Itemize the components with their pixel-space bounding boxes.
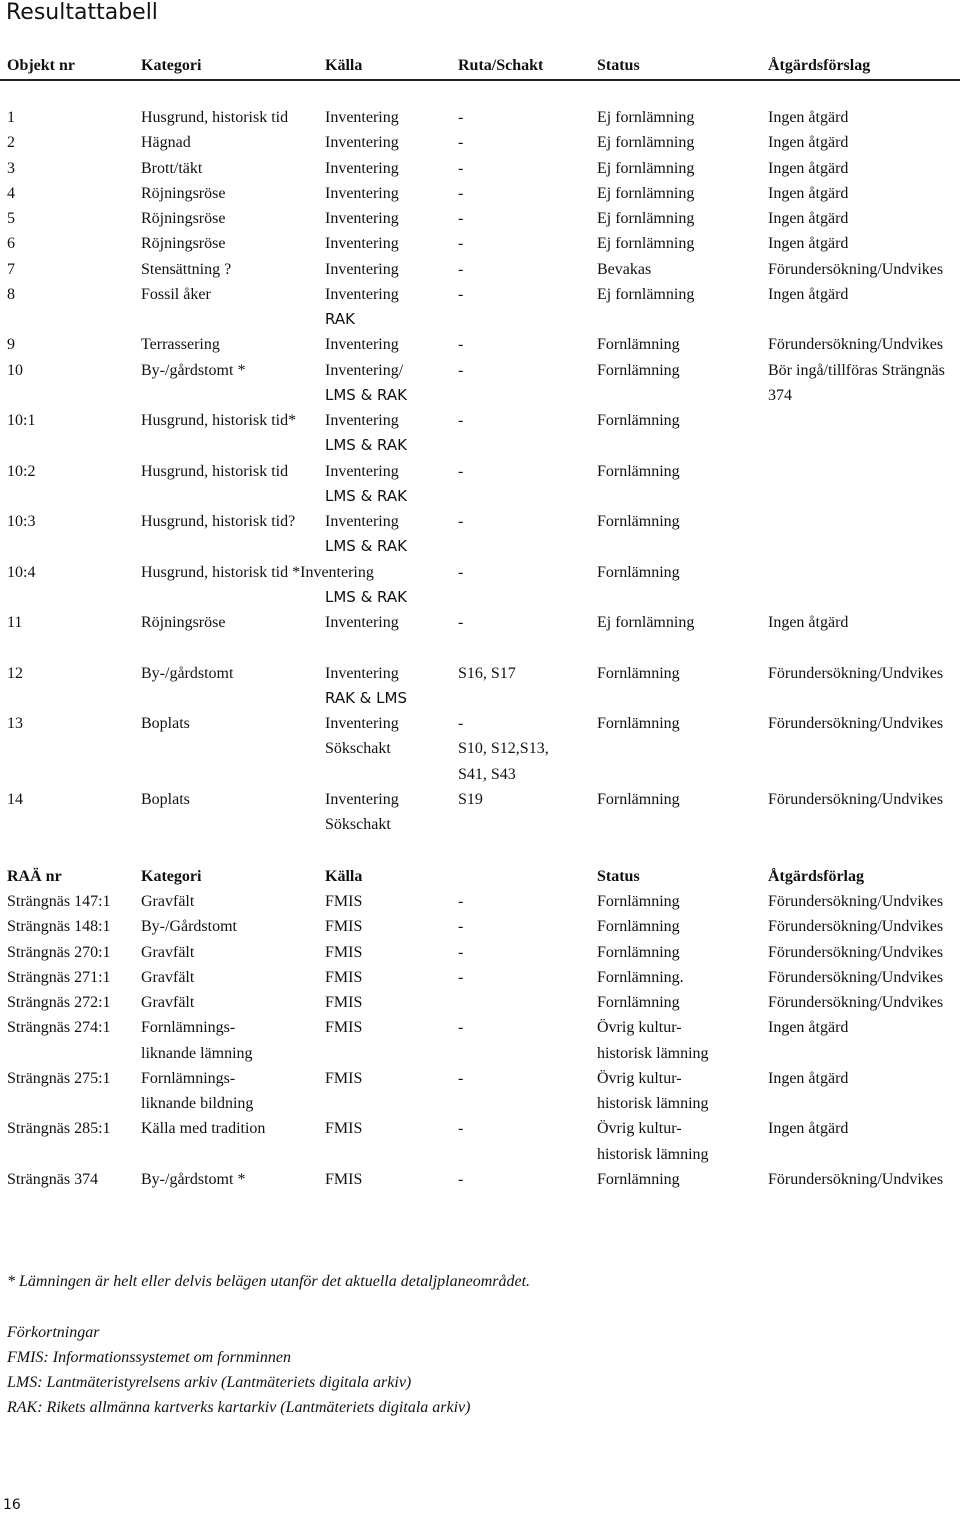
cell-id: 10:3	[7, 513, 36, 530]
cell-status: Bevakas	[597, 260, 652, 278]
footnote: * Lämningen är helt eller delvis belägen utanför det aktuella detaljplaneområdet.	[7, 1273, 531, 1290]
cell-status: Ej fornlämning	[597, 614, 695, 631]
cell-atgard: 374	[768, 386, 792, 404]
cell-atgard: Ingen åtgärd	[768, 184, 849, 202]
cell-kalla: FMIS	[325, 918, 363, 936]
cell-id: Strängnäs 271:1	[7, 968, 111, 986]
cell-ruta: -	[458, 134, 464, 152]
cell-ruta: -	[458, 918, 464, 936]
cell-kalla: FMIS	[325, 1069, 363, 1087]
cell-ruta: -	[458, 336, 464, 354]
table-row	[0, 534, 960, 559]
cell-ruta: -	[458, 159, 464, 177]
cell-id: Strängnäs 274:1	[7, 1019, 111, 1037]
cell-id: 14	[7, 790, 23, 808]
cell-kategori: Gravfält	[141, 968, 195, 986]
cell-kalla: Inventering	[325, 790, 399, 808]
cell-kalla: Inventering	[325, 614, 399, 631]
cell-kalla: Inventering	[325, 462, 399, 480]
cell-kalla: Inventering	[325, 285, 399, 303]
cell-status: historisk lämning	[597, 1044, 709, 1062]
cell-status: Fornlämning	[597, 790, 680, 808]
cell-kategori: Fossil åker	[141, 285, 211, 303]
table-row	[0, 787, 960, 812]
cell-status: Fornlämning	[597, 336, 680, 354]
cell-kalla: Inventering	[325, 664, 399, 682]
header-status: Status	[597, 57, 640, 74]
table-row	[0, 282, 960, 307]
cell-ruta: S10, S12,S13,	[458, 740, 549, 758]
cell-kategori: Husgrund, historisk tid *Inventering	[141, 563, 374, 581]
table-row	[0, 762, 960, 787]
cell-kalla: FMIS	[325, 1170, 363, 1188]
table1-header	[0, 53, 960, 81]
cell-id: 10:2	[7, 462, 36, 480]
table-row	[0, 433, 960, 458]
table-row	[0, 635, 960, 660]
cell-atgard: Ingen åtgärd	[768, 235, 849, 253]
table-row	[0, 509, 960, 534]
cell-kalla: Inventering	[325, 260, 399, 278]
cell-kalla: Inventering	[325, 134, 399, 152]
cell-kategori: Husgrund, historisk tid	[141, 109, 289, 126]
cell-ruta: S19	[458, 790, 483, 808]
cell-atgard: Förundersökning/Undvikes	[768, 943, 944, 961]
table-row	[0, 1041, 960, 1066]
table-row	[0, 990, 960, 1015]
cell-kategori: Fornlämnings-	[141, 1069, 236, 1087]
cell-atgard: Förundersökning/Undvikes	[768, 1170, 944, 1188]
cell-status: Fornlämning	[597, 664, 680, 682]
cell-status: Övrig kultur-	[597, 1120, 682, 1138]
cell-status: Fornlämning	[597, 462, 680, 480]
cell-id: Strängnäs 275:1	[7, 1069, 111, 1087]
cell-kategori: Terrassering	[141, 336, 220, 354]
table-row	[0, 1091, 960, 1116]
cell-kalla: Inventering/	[325, 361, 404, 379]
cell-status: Fornlämning	[597, 1170, 680, 1188]
cell-status: Ej fornlämning	[597, 109, 695, 126]
table-row	[0, 484, 960, 509]
cell-kalla: LMS & RAK	[325, 436, 407, 455]
cell-atgard: Förundersökning/Undvikes	[768, 893, 944, 910]
cell-id: 5	[7, 210, 15, 227]
abbreviations-heading: Förkortningar	[7, 1324, 100, 1341]
cell-id: 9	[7, 336, 15, 354]
cell-kategori: Gravfält	[141, 893, 195, 910]
cell-id: Strängnäs 148:1	[7, 918, 111, 936]
cell-ruta: -	[458, 361, 464, 379]
cell-id: 12	[7, 664, 23, 682]
cell-atgard: Förundersökning/Undvikes	[768, 664, 944, 682]
cell-status: Ej fornlämning	[597, 134, 695, 152]
cell-kategori: Husgrund, historisk tid	[141, 462, 289, 480]
table-row	[0, 1167, 960, 1192]
cell-atgard: Förundersökning/Undvikes	[768, 968, 944, 986]
cell-ruta: -	[458, 614, 464, 631]
cell-status: Ej fornlämning	[597, 235, 695, 253]
cell-atgard: Ingen åtgärd	[768, 1069, 849, 1087]
header-status-2: Status	[597, 868, 640, 885]
table-row	[0, 686, 960, 711]
cell-kategori: Gravfält	[141, 943, 195, 961]
header-raa-nr: RAÄ nr	[7, 868, 62, 885]
cell-kategori: Brott/täkt	[141, 159, 203, 177]
cell-kategori: By-/gårdstomt	[141, 664, 234, 682]
cell-atgard: Förundersökning/Undvikes	[768, 790, 944, 808]
cell-status: Fornlämning	[597, 715, 680, 732]
cell-ruta: -	[458, 109, 464, 126]
cell-kalla: FMIS	[325, 994, 363, 1011]
table-row	[0, 130, 960, 155]
cell-id: 10:1	[7, 412, 36, 429]
table-row	[0, 332, 960, 357]
table-row	[0, 711, 960, 736]
abbreviation-lms: LMS: Lantmäteristyrelsens arkiv (Lantmäteriets digitala arkiv)	[7, 1374, 412, 1391]
cell-id: 11	[7, 614, 23, 631]
cell-atgard: Förundersökning/Undvikes	[768, 260, 944, 278]
cell-atgard: Bör ingå/tillföras Strängnäs	[768, 361, 945, 379]
header-atgardsforslag: Åtgärdsförslag	[768, 57, 871, 74]
table-row	[0, 560, 960, 585]
table-row	[0, 231, 960, 256]
cell-status: historisk lämning	[597, 1145, 709, 1163]
cell-atgard: Ingen åtgärd	[768, 134, 849, 152]
table-row	[0, 181, 960, 206]
cell-ruta: -	[458, 893, 464, 910]
table-row	[0, 610, 960, 635]
table-row	[0, 459, 960, 484]
cell-kalla: Inventering	[325, 184, 399, 202]
header-kalla: Källa	[325, 57, 363, 74]
cell-atgard: Ingen åtgärd	[768, 159, 849, 177]
cell-kalla: LMS & RAK	[325, 385, 407, 404]
table-row	[0, 585, 960, 610]
cell-ruta: -	[458, 235, 464, 253]
cell-kategori: Hägnad	[141, 134, 191, 152]
cell-id: 10	[7, 361, 23, 379]
cell-id: Strängnäs 374	[7, 1170, 99, 1188]
cell-kalla: RAK & LMS	[325, 688, 407, 707]
cell-id: 2	[7, 134, 15, 152]
cell-kategori: Röjningsröse	[141, 210, 226, 227]
cell-ruta: -	[458, 260, 464, 278]
cell-kategori: Stensättning ?	[141, 260, 232, 278]
cell-atgard: Ingen åtgärd	[768, 210, 849, 227]
cell-kategori: Husgrund, historisk tid*	[141, 412, 297, 429]
cell-ruta: -	[458, 1019, 464, 1037]
header-kategori: Kategori	[141, 57, 202, 74]
cell-kalla: Inventering	[325, 210, 399, 227]
cell-status: historisk lämning	[597, 1095, 709, 1112]
cell-kategori: liknande lämning	[141, 1044, 253, 1062]
cell-kategori: By-/gårdstomt *	[141, 361, 246, 379]
abbreviation-rak: RAK: Rikets allmänna kartverks kartarkiv (Lantmäteriets digitala arkiv)	[7, 1399, 471, 1416]
page-number: 16	[3, 1497, 21, 1513]
header-kategori-2: Kategori	[141, 868, 202, 885]
cell-atgard: Ingen åtgärd	[768, 614, 849, 631]
cell-status: Fornlämning	[597, 893, 680, 910]
table-row	[0, 1142, 960, 1167]
header-kalla-2: Källa	[325, 868, 363, 885]
abbreviation-fmis: FMIS: Informationssystemet om fornminnen	[7, 1349, 291, 1366]
cell-ruta: -	[458, 210, 464, 227]
cell-status: Övrig kultur-	[597, 1069, 682, 1087]
cell-status: Fornlämning	[597, 412, 680, 429]
cell-atgard: Ingen åtgärd	[768, 1019, 849, 1037]
cell-kategori: liknande bildning	[141, 1095, 254, 1112]
cell-kalla: FMIS	[325, 968, 363, 986]
cell-kalla: LMS & RAK	[325, 587, 407, 606]
cell-kategori: Husgrund, historisk tid?	[141, 513, 296, 530]
table-row	[0, 1015, 960, 1040]
cell-kalla: Inventering	[325, 159, 399, 177]
table-row	[0, 307, 960, 332]
cell-status: Fornlämning	[597, 994, 680, 1011]
cell-kalla: Inventering	[325, 235, 399, 253]
cell-id: Strängnäs 272:1	[7, 994, 111, 1011]
cell-ruta: S41, S43	[458, 765, 516, 783]
cell-ruta: S16, S17	[458, 664, 516, 682]
cell-status: Ej fornlämning	[597, 184, 695, 202]
cell-ruta: -	[458, 412, 464, 429]
cell-kalla: RAK	[325, 310, 355, 328]
cell-id: 7	[7, 260, 15, 278]
cell-kalla: Inventering	[325, 513, 399, 530]
cell-kalla: FMIS	[325, 1019, 363, 1037]
cell-kategori: Källa med tradition	[141, 1120, 266, 1138]
table-row	[0, 1116, 960, 1141]
cell-kalla: FMIS	[325, 943, 363, 961]
cell-ruta: -	[458, 184, 464, 202]
cell-status: Fornlämning	[597, 943, 680, 961]
cell-atgard: Ingen åtgärd	[768, 285, 849, 303]
table-row	[0, 1066, 960, 1091]
cell-kategori: By-/Gårdstomt	[141, 918, 237, 936]
cell-atgard: Ingen åtgärd	[768, 109, 849, 126]
cell-kalla: Inventering	[325, 715, 399, 732]
cell-ruta: -	[458, 1170, 464, 1188]
cell-id: 6	[7, 235, 15, 253]
table-row	[0, 383, 960, 408]
table-row	[0, 812, 960, 837]
cell-kalla: LMS & RAK	[325, 537, 407, 556]
table-row	[0, 206, 960, 231]
cell-status: Övrig kultur-	[597, 1019, 682, 1037]
table-row	[0, 358, 960, 383]
cell-ruta: -	[458, 1069, 464, 1087]
header-objekt-nr: Objekt nr	[7, 57, 75, 74]
cell-kategori: Röjningsröse	[141, 235, 226, 253]
table-row	[0, 408, 960, 433]
cell-id: Strängnäs 147:1	[7, 893, 111, 910]
cell-ruta: -	[458, 1120, 464, 1138]
cell-kategori: Röjningsröse	[141, 184, 226, 202]
cell-atgard: Förundersökning/Undvikes	[768, 336, 944, 354]
cell-atgard: Förundersökning/Undvikes	[768, 994, 944, 1011]
cell-ruta: -	[458, 943, 464, 961]
cell-status: Ej fornlämning	[597, 159, 695, 177]
cell-ruta: -	[458, 462, 464, 480]
table-row	[0, 965, 960, 990]
cell-kalla: LMS & RAK	[325, 486, 407, 505]
cell-atgard: Förundersökning/Undvikes	[768, 918, 944, 936]
cell-status: Fornlämning	[597, 513, 680, 530]
table-row	[0, 736, 960, 761]
table2-header	[0, 864, 960, 889]
cell-id: 10:4	[7, 563, 36, 581]
cell-atgard: Ingen åtgärd	[768, 1120, 849, 1138]
cell-id: 1	[7, 109, 15, 126]
cell-kalla: Sökschakt	[325, 816, 391, 833]
cell-status: Fornlämning	[597, 361, 680, 379]
cell-id: 8	[7, 285, 15, 303]
cell-ruta: -	[458, 563, 464, 581]
page-title: Resultattabell	[6, 0, 158, 25]
table-row	[0, 889, 960, 914]
cell-kalla: FMIS	[325, 893, 363, 910]
cell-kategori: Gravfält	[141, 994, 195, 1011]
cell-ruta: -	[458, 715, 464, 732]
cell-status: Fornlämning	[597, 918, 680, 936]
table-row	[0, 257, 960, 282]
cell-kategori: Röjningsröse	[141, 614, 226, 631]
cell-kalla: Inventering	[325, 109, 399, 126]
cell-atgard: Förundersökning/Undvikes	[768, 715, 944, 732]
cell-id: 3	[7, 159, 15, 177]
cell-status: Fornlämning.	[597, 968, 684, 986]
cell-ruta: -	[458, 968, 464, 986]
cell-kalla: Sökschakt	[325, 740, 391, 758]
cell-kalla: FMIS	[325, 1120, 363, 1138]
cell-kategori: By-/gårdstomt *	[141, 1170, 246, 1188]
cell-id: 13	[7, 715, 23, 732]
cell-id: Strängnäs 270:1	[7, 943, 111, 961]
header-ruta-schakt: Ruta/Schakt	[458, 57, 544, 74]
header-atgardsforlag: Åtgärdsförlag	[768, 868, 864, 885]
table-row	[0, 156, 960, 181]
cell-kalla: Inventering	[325, 336, 399, 354]
cell-status: Ej fornlämning	[597, 285, 695, 303]
cell-status: Ej fornlämning	[597, 210, 695, 227]
table-row	[0, 914, 960, 939]
cell-kategori: Boplats	[141, 715, 190, 732]
table-row	[0, 105, 960, 130]
cell-kalla: Inventering	[325, 412, 399, 429]
cell-status: Fornlämning	[597, 563, 680, 581]
cell-id: Strängnäs 285:1	[7, 1120, 111, 1138]
cell-kategori: Fornlämnings-	[141, 1019, 236, 1037]
table-row	[0, 940, 960, 965]
table-row	[0, 661, 960, 686]
cell-id: 4	[7, 184, 15, 202]
cell-ruta: -	[458, 513, 464, 530]
cell-kategori: Boplats	[141, 790, 190, 808]
cell-ruta: -	[458, 285, 464, 303]
